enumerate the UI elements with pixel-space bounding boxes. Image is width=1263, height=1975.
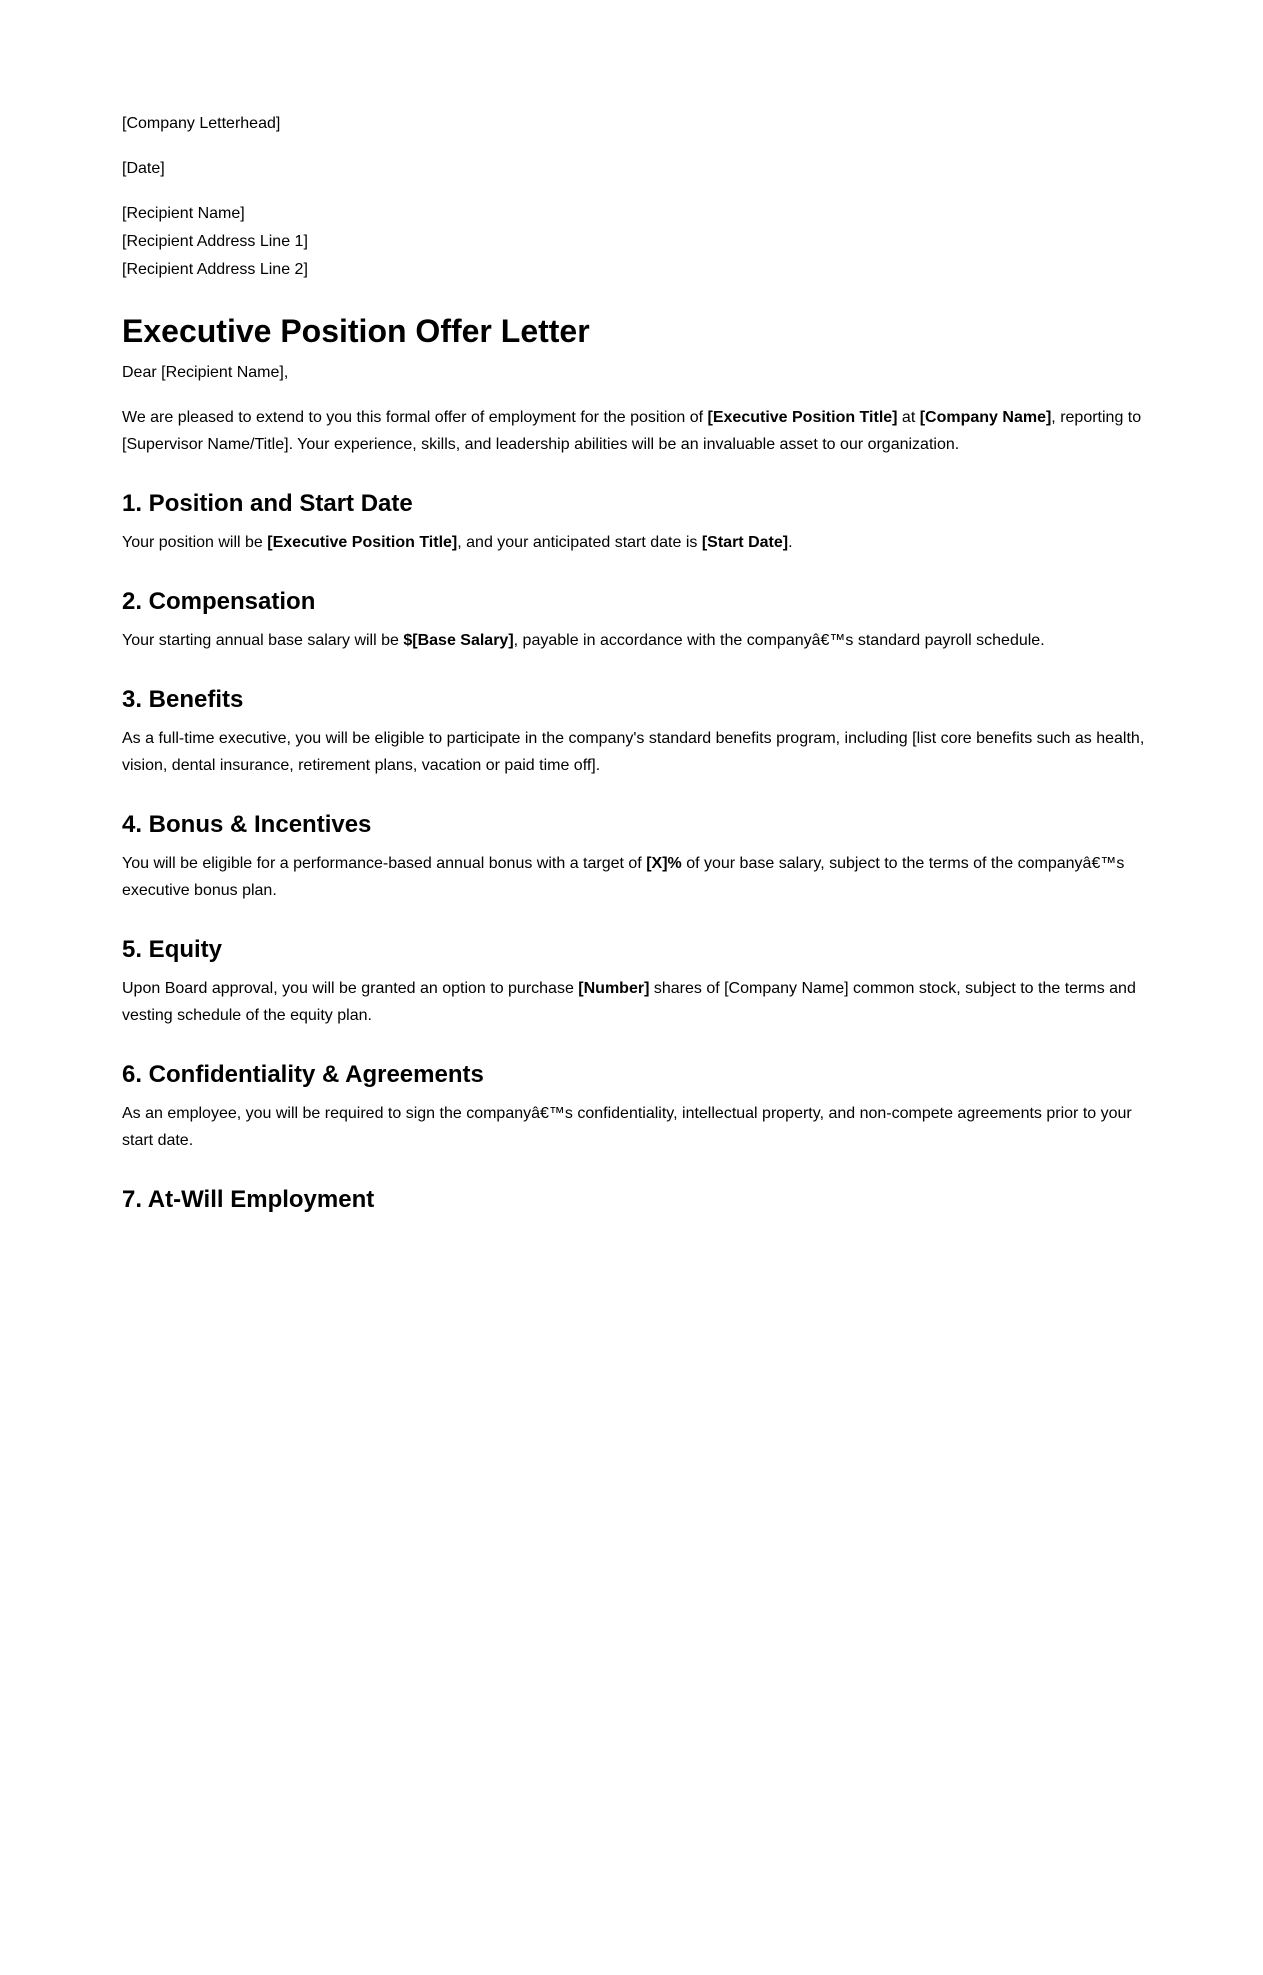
bonus-text-1: You will be eligible for a performance-based annual bonus with a target of: [122, 855, 647, 872]
recipient-address-line-2: [Recipient Address Line 2]: [122, 261, 308, 278]
section-body-position: [122, 529, 1152, 556]
equity-text-2: shares of [Company Name] common stock, subject to the terms and vesting schedule of the equity plan.: [122, 980, 1136, 1024]
position-text-3: .: [788, 534, 793, 551]
intro-text-3: , reporting to [Supervisor Name/Title]. Your experience, skills, and leadership abilities will be an invaluable asset to our organization.: [122, 409, 1142, 453]
position-title: [Executive Position Title]: [267, 534, 458, 551]
section-body-bonus: [122, 850, 1152, 904]
equity-text-1: Upon Board approval, you will be granted an option to purchase: [122, 980, 579, 997]
intro-paragraph: [122, 404, 1152, 458]
intro-position-title: [Executive Position Title]: [707, 409, 898, 426]
intro-text-1: We are pleased to extend to you this formal offer of employment for the position of: [122, 409, 708, 426]
section-heading-bonus: 4. Bonus & Incentives: [122, 811, 372, 838]
bonus-target: [X]%: [646, 855, 682, 872]
start-date: [Start Date]: [701, 534, 789, 551]
section-body-benefits: As a full-time executive, you will be eligible to participate in the company's standard benefits program, including [list core benefits such as health, vision, dental insurance, retirement plans, vacation or paid time off].: [122, 730, 1145, 774]
compensation-text-2: , payable in accordance with the companyâ€™s standard payroll schedule.: [513, 632, 1045, 649]
base-salary: $[Base Salary]: [403, 632, 514, 649]
compensation-text-1: Your starting annual base salary will be: [122, 632, 404, 649]
equity-share-count: [Number]: [578, 980, 650, 997]
position-text-2: , and your anticipated start date is: [457, 534, 702, 551]
recipient-address-line-1: [Recipient Address Line 1]: [122, 233, 308, 250]
section-heading-equity: 5. Equity: [122, 936, 223, 963]
section-heading-at-will: 7. At-Will Employment: [122, 1186, 375, 1213]
intro-company-name: [Company Name]: [919, 409, 1052, 426]
salutation: Dear [Recipient Name],: [122, 364, 289, 381]
section-body-confidentiality: As an employee, you will be required to sign the companyâ€™s confidentiality, intellectual property, and non-compete agreements prior to your start date.: [122, 1105, 1132, 1149]
bonus-text-2: of your base salary, subject to the terms of the companyâ€™s executive bonus plan.: [122, 855, 1125, 899]
recipient-name: [Recipient Name]: [122, 205, 245, 222]
offer-letter: [122, 110, 1152, 1225]
letter-date: [Date]: [122, 160, 165, 177]
section-body-equity: [122, 975, 1152, 1029]
section-heading-benefits: 3. Benefits: [122, 686, 244, 713]
section-body-compensation: [122, 627, 1152, 654]
section-heading-confidentiality: 6. Confidentiality & Agreements: [122, 1061, 484, 1088]
position-text-1: Your position will be: [122, 534, 268, 551]
company-letterhead: [Company Letterhead]: [122, 115, 281, 132]
section-heading-compensation: 2. Compensation: [122, 588, 316, 615]
section-heading-position: 1. Position and Start Date: [122, 490, 413, 517]
recipient-block: [122, 200, 1152, 284]
page-title: Executive Position Offer Letter: [122, 313, 590, 349]
intro-text-2: at: [897, 409, 920, 426]
